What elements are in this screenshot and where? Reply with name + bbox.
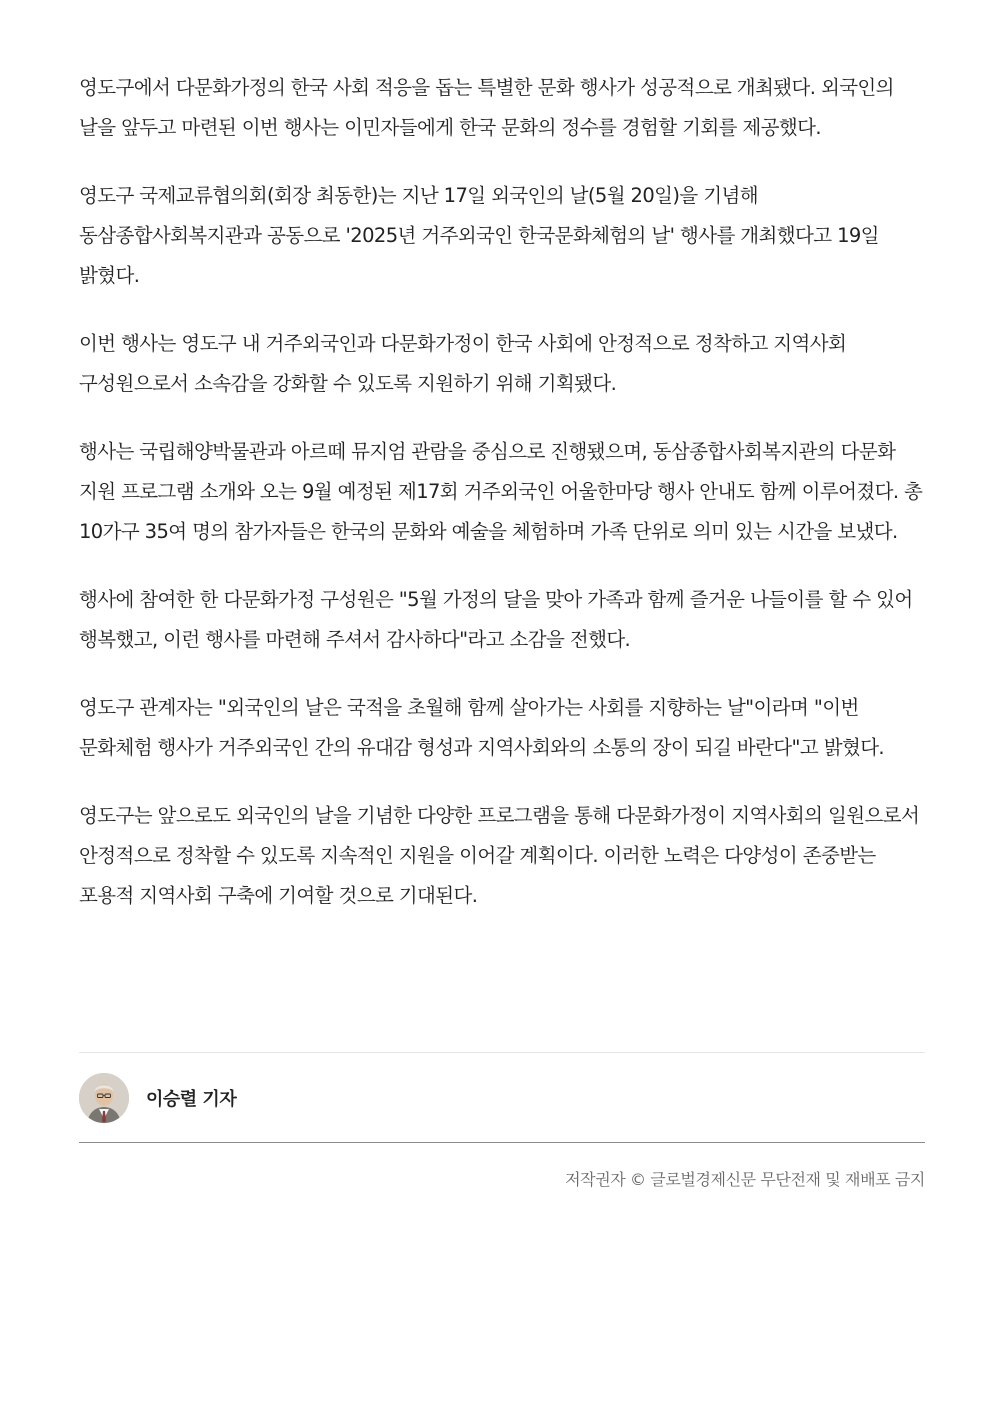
article-paragraph: 행사는 국립해양박물관과 아르떼 뮤지엄 관람을 중심으로 진행됐으며, 동삼종합사회복지관의 다문화 지원 프로그램 소개와 오는 9월 예정된 제17회 거주외국인 어울한마당 행사 안내도 함께 이루어졌다. 총 10가구 35여 명의 참가자들은 한국의 문화와 예술을 체험하며 가족 단위로 의미 있는 시간을 보냈다. <box>79 440 923 543</box>
reporter-name[interactable]: 이승렬 기자 <box>146 1089 237 1110</box>
article-body <box>79 68 925 944</box>
reporter-avatar[interactable] <box>79 1073 129 1123</box>
copyright-notice: 저작권자 © 글로벌경제신문 무단전재 및 재배포 금지 <box>565 1170 925 1189</box>
article-paragraph: 이번 행사는 영도구 내 거주외국인과 다문화가정이 한국 사회에 안정적으로 정착하고 지역사회 구성원으로서 소속감을 강화할 수 있도록 지원하기 위해 기획됐다. <box>79 332 847 395</box>
article-paragraph: 영도구에서 다문화가정의 한국 사회 적응을 돕는 특별한 문화 행사가 성공적으로 개최됐다. 외국인의 날을 앞두고 마련된 이번 행사는 이민자들에게 한국 문화의 정수를 경험할 기회를 제공했다. <box>79 76 894 139</box>
reporter-photo-icon <box>79 1073 129 1123</box>
byline-bottom-divider <box>79 1142 925 1143</box>
article-paragraph: 영도구는 앞으로도 외국인의 날을 기념한 다양한 프로그램을 통해 다문화가정이 지역사회의 일원으로서 안정적으로 정착할 수 있도록 지속적인 지원을 이어갈 계획이다. 이러한 노력은 다양성이 존중받는 포용적 지역사회 구축에 기여할 것으로 기대된다. <box>79 804 920 907</box>
byline-top-divider <box>79 1052 925 1053</box>
article-paragraph: 행사에 참여한 한 다문화가정 구성원은 "5월 가정의 달을 맞아 가족과 함께 즐거운 나들이를 할 수 있어 행복했고, 이런 행사를 마련해 주셔서 감사하다"라고 소감을 전했다. <box>79 588 913 651</box>
article-paragraph: 영도구 국제교류협의회(회장 최동한)는 지난 17일 외국인의 날(5월 20일)을 기념해 동삼종합사회복지관과 공동으로 '2025년 거주외국인 한국문화체험의 날' 행사를 개최했다고 19일 밝혔다. <box>79 184 879 287</box>
article-paragraph: 영도구 관계자는 "외국인의 날은 국적을 초월해 함께 살아가는 사회를 지향하는 날"이라며 "이번 문화체험 행사가 거주외국인 간의 유대감 형성과 지역사회와의 소통의 장이 되길 바란다"고 밝혔다. <box>79 696 885 759</box>
byline[interactable] <box>79 1072 236 1124</box>
